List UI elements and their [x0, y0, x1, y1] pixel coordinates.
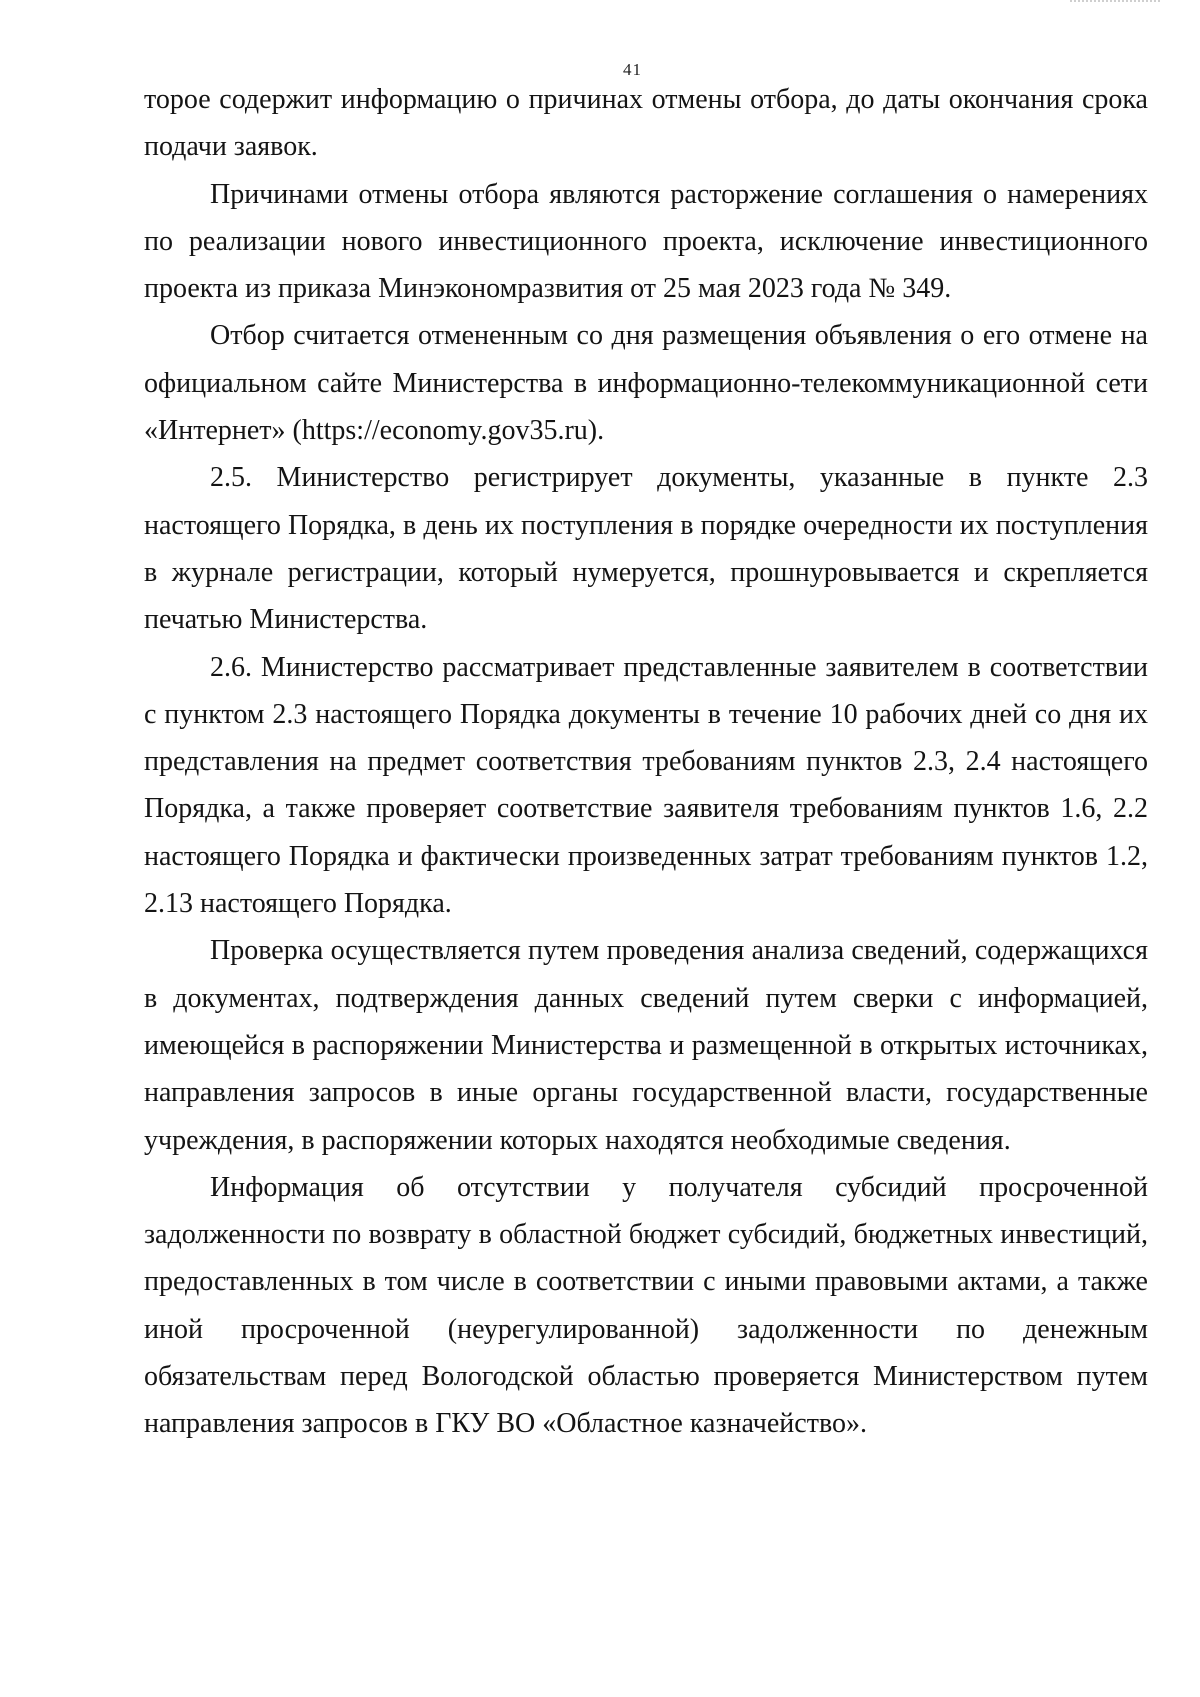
paragraph-2-6: 2.6. Министерство рассматривает представленные заявителем в соответствии с пунктом 2.3 настоящего Порядка документы в течение 10 рабочих дней со дня их представления на предмет соответствия требованиям пунктов 2.3, 2.4 настоящего Порядка, а также проверяет соответствие заявителя требованиям пунктов 1.6, 2.2 настоящего Порядка и фактически произведенных затрат требованиям пунктов 1.2, 2.13 настоящего Порядка. [144, 651, 1148, 920]
scan-edge-mark [1070, 0, 1160, 12]
paragraph-debt-info: Информация об отсутствии у получателя субсидий просроченной задолженности по возврату в областной бюджет субсидий, бюджетных инвестиций, предоставленных в том числе в соответствии с иными правовыми актами, а также иной просроченной (неурегулированной) задолженности по денежным обязательствам перед Вологодской областью проверяется Министерством путем направления запросов в ГКУ ВО «Областное казначейство». [144, 1171, 1148, 1440]
document-body [144, 76, 1148, 1448]
paragraph-verification: Проверка осуществляется путем проведения анализа сведений, содержащихся в документах, подтверждения данных сведений путем сверки с информацией, имеющейся в распоряжении Министерства и размещенной в открытых источниках, направления запросов в иные органы государственной власти, государственные учреждения, в распоряжении которых находятся необходимые сведения. [144, 935, 1148, 1156]
paragraph-cancel-effective: Отбор считается отмененным со дня размещения объявления о его отмене на официальном сайте Министерства в информационно-телекоммуникационной сети «Интернет» (https://economy.gov35.ru). [144, 320, 1148, 447]
page-number: 41 [623, 60, 642, 79]
paragraph-continuation: торое содержит информацию о причинах отмены отбора, до даты окончания срока подачи заявок. [144, 84, 1148, 163]
paragraph-cancel-reasons: Причинами отмены отбора являются расторжение соглашения о намерениях по реализации нового инвестиционного проекта, исключение инвестиционного проекта из приказа Минэкономразвития от 25 мая 2023 года № 349. [144, 178, 1148, 305]
paragraph-2-5: 2.5. Министерство регистрирует документы, указанные в пункте 2.3 настоящего Порядка, в день их поступления в порядке очередности их поступления в журнале регистрации, который нумеруется, прошнуровывается и скрепляется печатью Министерства. [144, 462, 1148, 636]
